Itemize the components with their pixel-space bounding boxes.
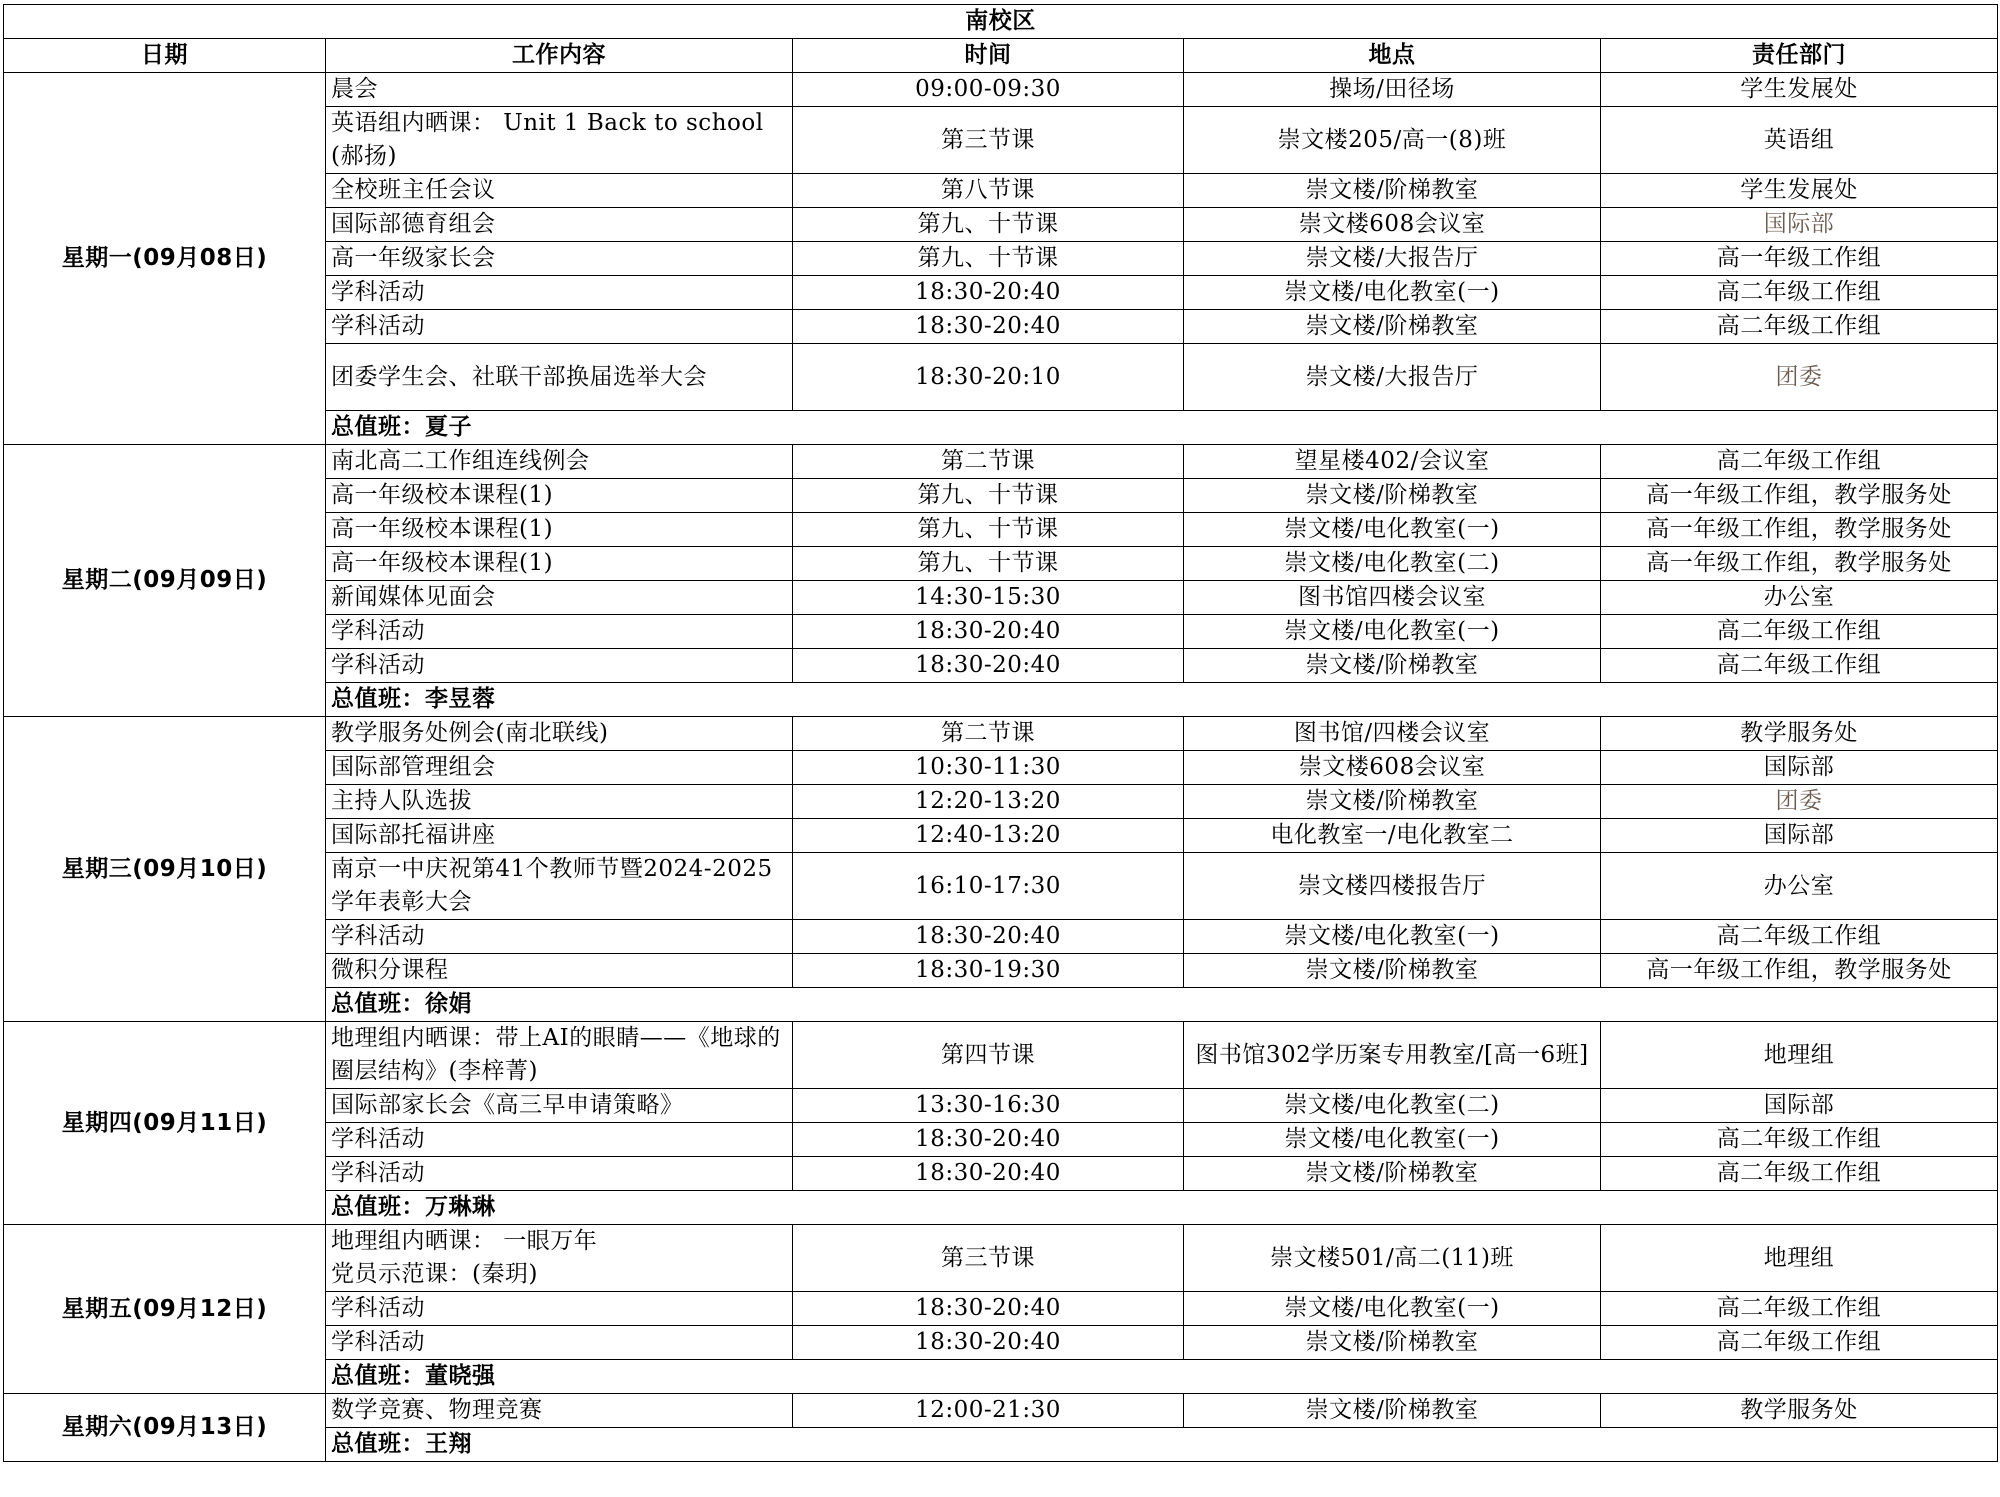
time-cell: 18:30-20:40 <box>793 649 1184 683</box>
dept-cell: 学生发展处 <box>1601 174 1998 208</box>
content-cell: 南北高二工作组连线例会 <box>326 445 793 479</box>
place-cell: 崇文楼/阶梯教室 <box>1184 479 1601 513</box>
day-cell: 星期三(09月10日) <box>4 717 326 1022</box>
day-cell: 星期一(09月08日) <box>4 73 326 445</box>
dept-cell: 高一年级工作组 <box>1601 242 1998 276</box>
dept-cell: 高二年级工作组 <box>1601 1157 1998 1191</box>
time-cell: 第九、十节课 <box>793 479 1184 513</box>
content-cell: 高一年级校本课程(1) <box>326 513 793 547</box>
time-cell: 第九、十节课 <box>793 547 1184 581</box>
dept-cell: 高一年级工作组，教学服务处 <box>1601 479 1998 513</box>
place-cell: 图书馆302学历案专用教室/[高一6班] <box>1184 1022 1601 1089</box>
duty-cell: 总值班：李昱蓉 <box>326 683 1998 717</box>
place-cell: 崇文楼/阶梯教室 <box>1184 1157 1601 1191</box>
content-cell: 学科活动 <box>326 310 793 344</box>
content-cell: 高一年级校本课程(1) <box>326 547 793 581</box>
dept-cell: 教学服务处 <box>1601 717 1998 751</box>
content-cell: 新闻媒体见面会 <box>326 581 793 615</box>
content-cell <box>326 1225 793 1292</box>
dept-cell: 高二年级工作组 <box>1601 1326 1998 1360</box>
duty-cell: 总值班：王翔 <box>326 1428 1998 1462</box>
dept-cell: 高二年级工作组 <box>1601 1292 1998 1326</box>
time-cell: 第四节课 <box>793 1022 1184 1089</box>
dept-cell: 国际部 <box>1601 1089 1998 1123</box>
time-cell: 18:30-20:40 <box>793 1123 1184 1157</box>
dept-cell: 办公室 <box>1601 853 1998 920</box>
time-cell: 第三节课 <box>793 1225 1184 1292</box>
dept-cell: 高二年级工作组 <box>1601 615 1998 649</box>
dept-cell: 高二年级工作组 <box>1601 445 1998 479</box>
place-cell: 崇文楼205/高一(8)班 <box>1184 107 1601 174</box>
place-cell: 崇文楼/阶梯教室 <box>1184 310 1601 344</box>
duty-cell: 总值班：董晓强 <box>326 1360 1998 1394</box>
content-cell: 全校班主任会议 <box>326 174 793 208</box>
dept-cell: 高二年级工作组 <box>1601 310 1998 344</box>
time-cell: 18:30-20:40 <box>793 615 1184 649</box>
content-cell: 团委学生会、社联干部换届选举大会 <box>326 344 793 411</box>
content-cell: 学科活动 <box>326 649 793 683</box>
duty-cell: 总值班：徐娟 <box>326 988 1998 1022</box>
place-cell: 崇文楼/电化教室(一) <box>1184 1123 1601 1157</box>
time-cell: 16:10-17:30 <box>793 853 1184 920</box>
dept-cell: 地理组 <box>1601 1225 1998 1292</box>
table-row <box>4 1022 1998 1089</box>
table-row <box>4 445 1998 479</box>
dept-cell: 国际部 <box>1601 819 1998 853</box>
place-cell: 崇文楼/阶梯教室 <box>1184 1326 1601 1360</box>
day-cell: 星期四(09月11日) <box>4 1022 326 1225</box>
dept-cell: 高一年级工作组，教学服务处 <box>1601 547 1998 581</box>
time-cell: 18:30-20:40 <box>793 1326 1184 1360</box>
table-row <box>4 717 1998 751</box>
content-line: 党员示范课：(秦玥) <box>331 1261 538 1287</box>
place-cell: 崇文楼/电化教室(一) <box>1184 513 1601 547</box>
table-row <box>4 73 1998 107</box>
time-cell: 12:00-21:30 <box>793 1394 1184 1428</box>
content-cell: 国际部托福讲座 <box>326 819 793 853</box>
place-cell: 崇文楼501/高二(11)班 <box>1184 1225 1601 1292</box>
content-cell: 国际部家长会《高三早申请策略》 <box>326 1089 793 1123</box>
dept-cell: 高二年级工作组 <box>1601 649 1998 683</box>
place-cell: 崇文楼608会议室 <box>1184 751 1601 785</box>
time-cell: 第九、十节课 <box>793 242 1184 276</box>
dept-cell: 地理组 <box>1601 1022 1998 1089</box>
dept-cell: 高二年级工作组 <box>1601 920 1998 954</box>
time-cell: 12:20-13:20 <box>793 785 1184 819</box>
time-cell: 09:00-09:30 <box>793 73 1184 107</box>
dept-cell: 团委 <box>1601 344 1998 411</box>
place-cell: 崇文楼四楼报告厅 <box>1184 853 1601 920</box>
place-cell: 崇文楼/大报告厅 <box>1184 242 1601 276</box>
content-cell: 国际部德育组会 <box>326 208 793 242</box>
place-cell: 崇文楼/大报告厅 <box>1184 344 1601 411</box>
content-cell: 学科活动 <box>326 920 793 954</box>
time-cell: 18:30-20:10 <box>793 344 1184 411</box>
content-line: 地理组内晒课： 一眼万年 <box>331 1228 598 1254</box>
place-cell: 崇文楼/阶梯教室 <box>1184 649 1601 683</box>
content-cell: 学科活动 <box>326 276 793 310</box>
table-row <box>4 1225 1998 1292</box>
content-cell: 学科活动 <box>326 1292 793 1326</box>
time-cell: 10:30-11:30 <box>793 751 1184 785</box>
content-cell: 学科活动 <box>326 1123 793 1157</box>
time-cell: 14:30-15:30 <box>793 581 1184 615</box>
time-cell: 18:30-20:40 <box>793 1157 1184 1191</box>
place-cell: 图书馆四楼会议室 <box>1184 581 1601 615</box>
content-cell: 国际部管理组会 <box>326 751 793 785</box>
content-cell: 学科活动 <box>326 1157 793 1191</box>
campus-title: 南校区 <box>4 5 1998 39</box>
place-cell: 崇文楼/电化教室(一) <box>1184 276 1601 310</box>
time-cell: 第二节课 <box>793 445 1184 479</box>
dept-cell: 高二年级工作组 <box>1601 1123 1998 1157</box>
place-cell: 崇文楼/电化教室(二) <box>1184 1089 1601 1123</box>
time-cell: 第三节课 <box>793 107 1184 174</box>
time-cell: 18:30-19:30 <box>793 954 1184 988</box>
place-cell: 崇文楼/电化教室(一) <box>1184 615 1601 649</box>
place-cell: 崇文楼/电化教室(一) <box>1184 920 1601 954</box>
place-cell: 崇文楼/电化教室(二) <box>1184 547 1601 581</box>
header-time: 时间 <box>793 39 1184 73</box>
content-cell: 高一年级校本课程(1) <box>326 479 793 513</box>
time-cell: 13:30-16:30 <box>793 1089 1184 1123</box>
content-cell: 南京一中庆祝第41个教师节暨2024-2025学年表彰大会 <box>326 853 793 920</box>
place-cell: 崇文楼/阶梯教室 <box>1184 785 1601 819</box>
content-cell: 高一年级家长会 <box>326 242 793 276</box>
duty-cell: 总值班：万琳琳 <box>326 1191 1998 1225</box>
header-date: 日期 <box>4 39 326 73</box>
dept-cell: 高一年级工作组，教学服务处 <box>1601 954 1998 988</box>
content-cell: 教学服务处例会(南北联线) <box>326 717 793 751</box>
dept-cell: 学生发展处 <box>1601 73 1998 107</box>
header-place: 地点 <box>1184 39 1601 73</box>
time-cell: 18:30-20:40 <box>793 310 1184 344</box>
time-cell: 第九、十节课 <box>793 208 1184 242</box>
place-cell: 崇文楼/阶梯教室 <box>1184 954 1601 988</box>
place-cell: 崇文楼/电化教室(一) <box>1184 1292 1601 1326</box>
content-cell: 学科活动 <box>326 1326 793 1360</box>
content-cell: 主持人队选拔 <box>326 785 793 819</box>
dept-cell: 国际部 <box>1601 751 1998 785</box>
dept-cell: 高一年级工作组，教学服务处 <box>1601 513 1998 547</box>
place-cell: 电化教室一/电化教室二 <box>1184 819 1601 853</box>
campus-row <box>4 5 1998 39</box>
header-content: 工作内容 <box>326 39 793 73</box>
content-cell: 地理组内晒课：带上AI的眼睛——《地球的圈层结构》(李梓菁) <box>326 1022 793 1089</box>
content-cell: 微积分课程 <box>326 954 793 988</box>
time-cell: 第二节课 <box>793 717 1184 751</box>
dept-cell: 教学服务处 <box>1601 1394 1998 1428</box>
header-dept: 责任部门 <box>1601 39 1998 73</box>
day-cell: 星期二(09月09日) <box>4 445 326 717</box>
place-cell: 崇文楼/阶梯教室 <box>1184 174 1601 208</box>
time-cell: 12:40-13:20 <box>793 819 1184 853</box>
place-cell: 望星楼402/会议室 <box>1184 445 1601 479</box>
duty-cell: 总值班：夏子 <box>326 411 1998 445</box>
day-cell: 星期五(09月12日) <box>4 1225 326 1394</box>
place-cell: 图书馆/四楼会议室 <box>1184 717 1601 751</box>
content-cell: 晨会 <box>326 73 793 107</box>
time-cell: 第九、十节课 <box>793 513 1184 547</box>
dept-cell: 办公室 <box>1601 581 1998 615</box>
content-cell: 英语组内晒课： Unit 1 Back to school (郝扬) <box>326 107 793 174</box>
dept-cell: 高二年级工作组 <box>1601 276 1998 310</box>
time-cell: 第八节课 <box>793 174 1184 208</box>
time-cell: 18:30-20:40 <box>793 920 1184 954</box>
content-cell: 学科活动 <box>326 615 793 649</box>
table-row <box>4 1394 1998 1428</box>
time-cell: 18:30-20:40 <box>793 276 1184 310</box>
place-cell: 崇文楼/阶梯教室 <box>1184 1394 1601 1428</box>
dept-cell: 团委 <box>1601 785 1998 819</box>
day-cell: 星期六(09月13日) <box>4 1394 326 1462</box>
schedule-table <box>3 4 1998 1462</box>
header-row <box>4 39 1998 73</box>
place-cell: 操场/田径场 <box>1184 73 1601 107</box>
place-cell: 崇文楼608会议室 <box>1184 208 1601 242</box>
dept-cell: 英语组 <box>1601 107 1998 174</box>
content-cell: 数学竞赛、物理竞赛 <box>326 1394 793 1428</box>
time-cell: 18:30-20:40 <box>793 1292 1184 1326</box>
dept-cell: 国际部 <box>1601 208 1998 242</box>
